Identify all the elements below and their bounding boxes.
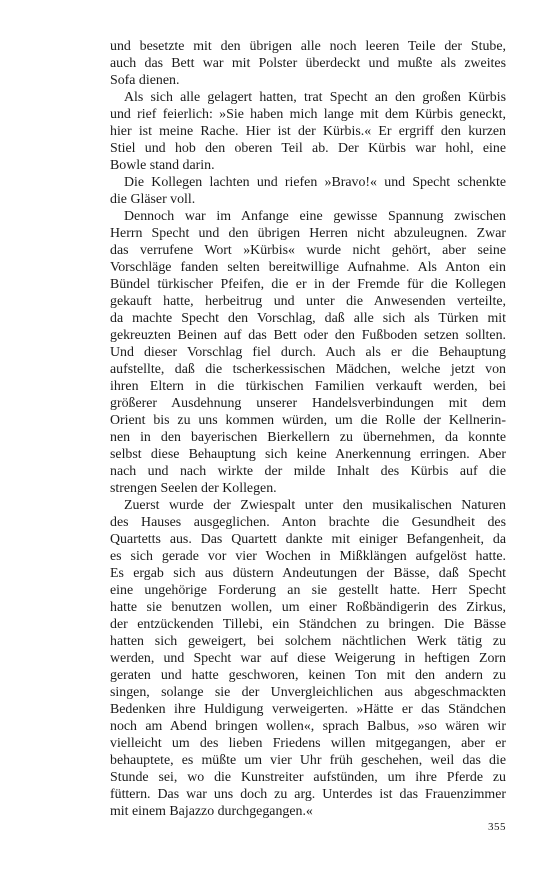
text-line: aufstellte, daß die tscherkessischen Mädchen, welche jetzt von xyxy=(110,362,506,377)
text-line: singen, solange sie der Unvergleichlichen aus abgeschmackten xyxy=(110,685,506,700)
text-line: vielleicht um des lieben Friedens willen mitgegangen, aber er xyxy=(110,736,506,751)
text-line: ihren Eltern in die türkischen Familien verkauft werden, bei xyxy=(110,379,506,394)
text-line: nach und nach wirkte der milde Inhalt des Kürbis auf die xyxy=(110,464,506,479)
text-line: Zuerst wurde der Zwiespalt unter den musikalischen Naturen xyxy=(124,498,506,513)
text-line: Sofa dienen. xyxy=(110,73,180,88)
text-line: behauptete, es müßte um vier Uhr früh geschehen, weil das die xyxy=(110,753,506,768)
text-line: nen in den bayerischen Bierkellern zu übernehmen, da konnte xyxy=(110,430,506,445)
text-line: das verrufene Wort »Kürbis« wurde nicht gehört, aber seine xyxy=(110,243,506,258)
text-line: hatte sie benutzen wollen, um einer Roßbändigerin des Zirkus, xyxy=(110,600,506,615)
text-line: es sich gerade vor vier Wochen in Mißklängen aufgelöst hatte. xyxy=(110,549,506,564)
text-line: die Gläser voll. xyxy=(110,192,196,207)
text-line: Als sich alle gelagert hatten, trat Specht an den großen Kürbis xyxy=(124,90,506,105)
text-line: mit einem Bajazzo durchgegangen.« xyxy=(110,804,313,819)
text-line: hier ist meine Rache. Hier ist der Kürbis.« Er ergriff den kurzen xyxy=(110,124,506,139)
text-line: Vorschläge fanden selten bereitwillige Aufnahme. Als Anton ein xyxy=(110,260,506,275)
text-line: der entzückenden Tillebi, ein Ständchen zu bringen. Die Bässe xyxy=(110,617,506,632)
text-line: größerer Ausdehnung unserer Handelsverbindungen mit dem xyxy=(110,396,506,411)
body-text xyxy=(110,38,506,820)
text-line: Quartetts aus. Das Quartett dankte mit einiger Befangenheit, da xyxy=(110,532,506,547)
text-line: Stunde sei, wo die Kunstreiter aufstünden, um ihre Pferde zu xyxy=(110,770,506,785)
text-line: und besetzte mit den übrigen alle noch leeren Teile der Stube, xyxy=(110,39,506,54)
text-line: Stiel und hob den oberen Teil ab. Der Kürbis war hohl, eine xyxy=(110,141,506,156)
text-line: auch das Bett war mit Polster überdeckt und mußte als zweites xyxy=(110,56,506,71)
text-line: Herrn Specht und den übrigen Herren nicht abzuleugnen. Zwar xyxy=(110,226,506,241)
text-line: Und dieser Vorschlag fiel durch. Auch als er die Behauptung xyxy=(110,345,506,360)
text-line: gekauft hatte, herbeitrug und unter die Anwesenden verteilte, xyxy=(110,294,506,309)
text-line: Orient bis zu uns kommen würden, um die Rolle der Kellnerin- xyxy=(110,413,506,428)
text-line: da machte Specht den Vorschlag, daß alle sich als Türken mit xyxy=(110,311,506,326)
text-line: werden, und Specht war auf diese Weigerung in heftigen Zorn xyxy=(110,651,506,666)
text-line: füttern. Das war uns doch zu arg. Unterdes ist das Frauenzimmer xyxy=(110,787,506,802)
page-number: 355 xyxy=(488,821,506,833)
text-line: Es ergab sich aus düstern Andeutungen der Bässe, daß Specht xyxy=(110,566,506,581)
text-line: und rief feierlich: »Sie haben mich lange mit dem Kürbis geneckt, xyxy=(110,107,506,122)
text-line: geraten und hatte geschworen, keinen Ton mit den andern zu xyxy=(110,668,506,683)
text-line: des Hauses ausgeglichen. Anton brachte die Gesundheit des xyxy=(110,515,506,530)
text-line: eine ungehörige Forderung an sie gestellt hatte. Herr Specht xyxy=(110,583,506,598)
text-line: Bowle stand darin. xyxy=(110,158,215,173)
text-line: hatten sich geweigert, bei solchem nächtlichen Werk tätig zu xyxy=(110,634,506,649)
text-line: noch am Abend bringen wollen«, sprach Balbus, »so wären wir xyxy=(110,719,506,734)
text-line: Dennoch war im Anfange eine gewisse Spannung zwischen xyxy=(124,209,506,224)
text-line: gekreuzten Beinen auf das Bett oder den Fußboden setzen sollten. xyxy=(110,328,506,343)
text-line: Bedenken ihre Huldigung verweigerten. »Hätte er das Ständchen xyxy=(110,702,506,717)
text-line: Die Kollegen lachten und riefen »Bravo!« und Specht schenkte xyxy=(124,175,506,190)
text-line: strengen Seelen der Kollegen. xyxy=(110,481,277,496)
text-line: Bündel türkischer Pfeifen, die er in der Fremde für die Kollegen xyxy=(110,277,506,292)
text-line: selbst diese Behauptung sich keine Anerkennung erringen. Aber xyxy=(110,447,506,462)
